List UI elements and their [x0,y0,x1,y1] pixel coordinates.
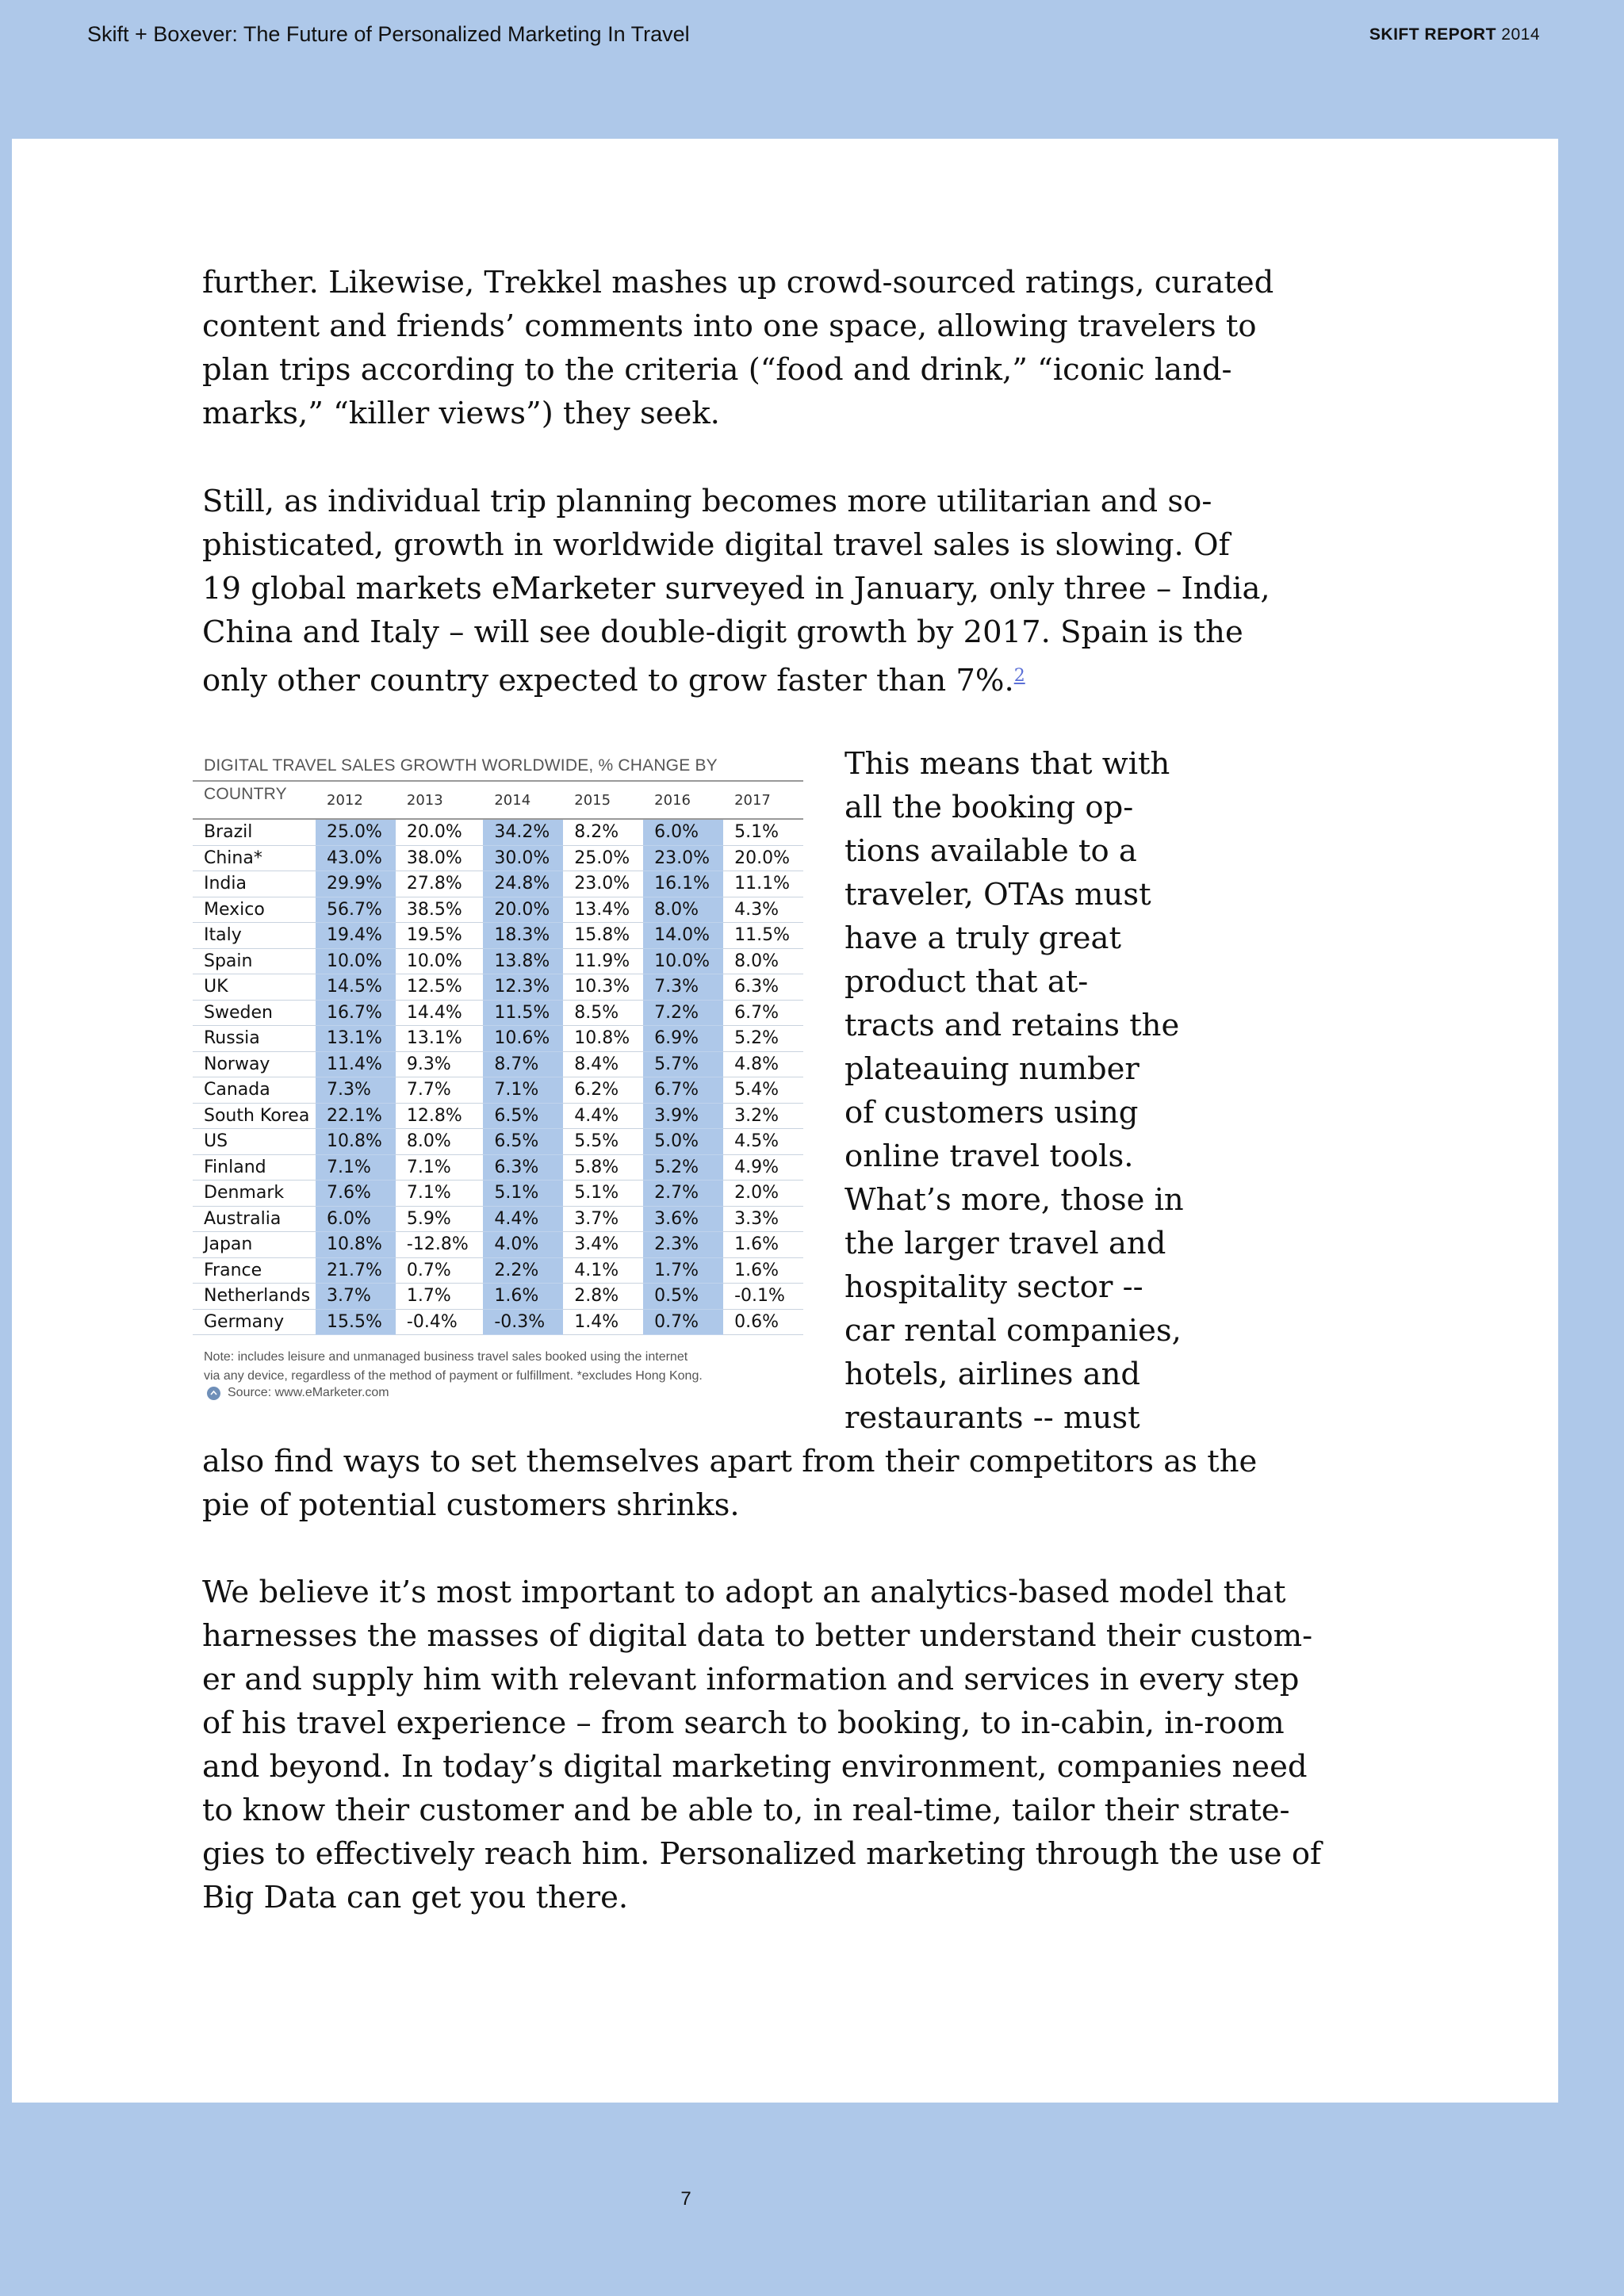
country-cell: Australia [193,1206,316,1232]
value-cell: 7.6% [316,1181,396,1207]
value-cell: 12.8% [396,1103,483,1129]
table-row [193,1284,803,1310]
table-row [193,974,803,1001]
value-cell: -0.1% [723,1284,803,1310]
text-line: content and friends’ comments into one space, allowing travelers to [202,308,1257,344]
value-cell: 11.4% [316,1051,396,1077]
table-row [193,1051,803,1077]
value-cell: 6.2% [563,1077,643,1104]
text-line: 19 global markets eMarketer surveyed in January, only three – India, [202,571,1270,607]
value-cell: 10.6% [483,1026,563,1052]
year-header-2013: 2013 [396,782,483,819]
value-cell: 19.5% [396,923,483,949]
country-cell: Norway [193,1051,316,1077]
value-cell: 15.5% [316,1309,396,1335]
value-cell: 0.7% [396,1257,483,1284]
text-line: plan trips according to the criteria (“food and drink,” “iconic land- [202,352,1232,388]
value-cell: 12.3% [483,974,563,1001]
value-cell: 6.9% [643,1026,723,1052]
text-line: pie of potential customers shrinks. [202,1487,740,1523]
value-cell: 11.5% [483,1000,563,1026]
country-cell: Italy [193,923,316,949]
value-cell: 5.4% [723,1077,803,1104]
report-year: 2014 [1501,25,1540,44]
value-cell: 4.0% [483,1232,563,1258]
table-row [193,1154,803,1181]
value-cell: 8.2% [563,819,643,845]
country-cell: Japan [193,1232,316,1258]
value-cell: 27.8% [396,871,483,897]
value-cell: 18.3% [483,923,563,949]
text-line: only other country expected to grow faster than 7%. [202,663,1014,698]
text-line: to know their customer and be able to, in real-time, tailor their strate- [202,1793,1290,1828]
table-note [193,1348,803,1386]
paragraph-growth-slowing [202,480,1270,702]
country-cell: Spain [193,948,316,974]
text-line: harnesses the masses of digital data to better understand their custom- [202,1618,1313,1654]
value-cell: 16.7% [316,1000,396,1026]
value-cell: 4.1% [563,1257,643,1284]
text-line: also find ways to set themselves apart from their competitors as the [202,1444,1258,1479]
year-header-2017: 2017 [723,782,803,819]
value-cell: 38.5% [396,897,483,923]
value-cell: 3.3% [723,1206,803,1232]
text-line: Still, as individual trip planning becomes more utilitarian and so- [202,484,1212,519]
text-line: further. Likewise, Trekkel mashes up crowd-sourced ratings, curated [202,265,1274,300]
value-cell: 23.0% [563,871,643,897]
value-cell: 29.9% [316,871,396,897]
text-line: phisticated, growth in worldwide digital travel sales is slowing. Of [202,527,1230,563]
value-cell: 5.7% [643,1051,723,1077]
growth-table [193,782,803,1335]
value-cell: 24.8% [483,871,563,897]
value-cell: 10.0% [316,948,396,974]
value-cell: 8.5% [563,1000,643,1026]
table-row [193,1077,803,1104]
table-title: DIGITAL TRAVEL SALES GROWTH WORLDWIDE, % CHANGE BY COUNTRY [193,752,803,782]
value-cell: 6.5% [483,1129,563,1155]
table-row [193,1129,803,1155]
table-row [193,1026,803,1052]
table-row [193,1103,803,1129]
text-line: all the booking op- [845,790,1134,825]
value-cell: 5.2% [723,1026,803,1052]
text-line: hospitality sector -- [845,1269,1143,1305]
value-cell: 9.3% [396,1051,483,1077]
value-cell: 25.0% [563,845,643,871]
country-cell: Germany [193,1309,316,1335]
country-cell: India [193,871,316,897]
value-cell: 7.1% [316,1154,396,1181]
value-cell: 7.1% [396,1154,483,1181]
country-cell: South Korea [193,1103,316,1129]
value-cell: 43.0% [316,845,396,871]
country-cell: Canada [193,1077,316,1104]
value-cell: 4.4% [483,1206,563,1232]
value-cell: 22.1% [316,1103,396,1129]
value-cell: 20.0% [396,819,483,845]
value-cell: 4.4% [563,1103,643,1129]
value-cell: 11.5% [723,923,803,949]
paragraph-trekkel [202,261,1274,435]
table-row [193,1181,803,1207]
text-line: car rental companies, [845,1313,1182,1349]
text-line: We believe it’s most important to adopt an analytics-based model that [202,1575,1286,1610]
value-cell: 13.8% [483,948,563,974]
value-cell: 11.1% [723,871,803,897]
value-cell: 2.2% [483,1257,563,1284]
value-cell: 3.9% [643,1103,723,1129]
value-cell: 7.1% [483,1077,563,1104]
value-cell: 10.8% [316,1129,396,1155]
country-cell: UK [193,974,316,1001]
table-row [193,1232,803,1258]
value-cell: 30.0% [483,845,563,871]
value-cell: 8.4% [563,1051,643,1077]
value-cell: 1.6% [723,1257,803,1284]
text-line: Big Data can get you there. [202,1880,629,1915]
table-row [193,1257,803,1284]
country-cell: Finland [193,1154,316,1181]
value-cell: 13.1% [316,1026,396,1052]
country-cell: Netherlands [193,1284,316,1310]
text-line: hotels, airlines and [845,1357,1141,1392]
table-row [193,1206,803,1232]
footnote-link[interactable]: 2 [1013,666,1025,686]
paragraph-growth-lines [202,484,1270,698]
year-header-2015: 2015 [563,782,643,819]
table-body [193,819,803,1335]
value-cell: 10.8% [563,1026,643,1052]
value-cell: 6.0% [316,1206,396,1232]
value-cell: -0.3% [483,1309,563,1335]
text-line: via any device, regardless of the method of payment or fulfillment. *excludes Hong Kong. [204,1369,703,1383]
value-cell: 2.3% [643,1232,723,1258]
text-line: restaurants -- must [845,1400,1140,1436]
value-cell: 5.1% [483,1181,563,1207]
value-cell: 5.1% [723,819,803,845]
value-cell: 7.3% [643,974,723,1001]
value-cell: 2.7% [643,1181,723,1207]
country-cell: Mexico [193,897,316,923]
value-cell: 34.2% [483,819,563,845]
value-cell: 2.8% [563,1284,643,1310]
value-cell: 14.0% [643,923,723,949]
country-cell: China* [193,845,316,871]
year-header-2012: 2012 [316,782,396,819]
text-line: China and Italy – will see double-digit growth by 2017. Spain is the [202,614,1243,650]
text-line: er and supply him with relevant information and services in every step [202,1662,1300,1697]
text-line: marks,” “killer views”) they seek. [202,396,720,431]
value-cell: 3.7% [316,1284,396,1310]
value-cell: 3.2% [723,1103,803,1129]
growth-table-block [193,752,803,1400]
value-cell: 10.0% [396,948,483,974]
value-cell: 10.3% [563,974,643,1001]
value-cell: 5.8% [563,1154,643,1181]
value-cell: 10.8% [316,1232,396,1258]
country-cell: Denmark [193,1181,316,1207]
value-cell: 0.6% [723,1309,803,1335]
value-cell: 5.0% [643,1129,723,1155]
value-cell: 5.5% [563,1129,643,1155]
value-cell: 8.7% [483,1051,563,1077]
document-header-title: Skift + Boxever: The Future of Personalized Marketing In Travel [87,22,690,46]
value-cell: 4.9% [723,1154,803,1181]
text-line: online travel tools. [845,1138,1134,1174]
value-cell: 5.2% [643,1154,723,1181]
value-cell: -0.4% [396,1309,483,1335]
table-row [193,845,803,871]
value-cell: 3.6% [643,1206,723,1232]
value-cell: 1.7% [643,1257,723,1284]
table-row [193,819,803,845]
value-cell: 15.8% [563,923,643,949]
text-line: tions available to a [845,833,1137,869]
table-row [193,1309,803,1335]
value-cell: 21.7% [316,1257,396,1284]
value-cell: 14.4% [396,1000,483,1026]
value-cell: 1.6% [723,1232,803,1258]
value-cell: 1.6% [483,1284,563,1310]
text-line: of customers using [845,1095,1139,1131]
value-cell: 14.5% [316,974,396,1001]
value-cell: 8.0% [396,1129,483,1155]
country-cell: Brazil [193,819,316,845]
value-cell: 12.5% [396,974,483,1001]
value-cell: 6.5% [483,1103,563,1129]
text-line: gies to effectively reach him. Personalized marketing through the use of [202,1836,1322,1872]
text-line: and beyond. In today’s digital marketing environment, companies need [202,1749,1308,1785]
value-cell: 38.0% [396,845,483,871]
value-cell: 1.7% [396,1284,483,1310]
year-header-2016: 2016 [643,782,723,819]
value-cell: 5.9% [396,1206,483,1232]
value-cell: 7.2% [643,1000,723,1026]
source-text: Source: www.eMarketer.com [228,1386,389,1399]
value-cell: 8.0% [643,897,723,923]
country-cell: US [193,1129,316,1155]
report-label [1369,25,1540,44]
text-line: traveler, OTAs must [845,877,1151,913]
report-brand: SKIFT REPORT [1369,25,1496,44]
value-cell: 20.0% [483,897,563,923]
text-line: What’s more, those in [845,1182,1184,1218]
value-cell: -12.8% [396,1232,483,1258]
value-cell: 13.4% [563,897,643,923]
value-cell: 7.1% [396,1181,483,1207]
emarketer-logo-icon [207,1387,220,1400]
value-cell: 6.0% [643,819,723,845]
value-cell: 6.7% [643,1077,723,1104]
table-source [193,1386,803,1400]
text-line: product that at- [845,964,1089,1000]
value-cell: 4.5% [723,1129,803,1155]
text-line: This means that with [845,746,1170,782]
value-cell: 7.7% [396,1077,483,1104]
value-cell: 4.3% [723,897,803,923]
text-line: plateauing number [845,1051,1139,1087]
value-cell: 20.0% [723,845,803,871]
text-line: the larger travel and [845,1226,1166,1261]
page-number: 7 [680,2188,691,2210]
value-cell: 16.1% [643,871,723,897]
value-cell: 0.5% [643,1284,723,1310]
value-cell: 3.4% [563,1232,643,1258]
country-cell: Sweden [193,1000,316,1026]
table-row [193,948,803,974]
table-row [193,1000,803,1026]
paragraph-competitors [202,1440,1257,1527]
value-cell: 5.1% [563,1181,643,1207]
value-cell: 6.3% [483,1154,563,1181]
value-cell: 56.7% [316,897,396,923]
text-line: tracts and retains the [845,1008,1180,1043]
value-cell: 13.1% [396,1026,483,1052]
value-cell: 19.4% [316,923,396,949]
paragraph-ota-column [845,742,1184,1440]
table-row [193,923,803,949]
table-row [193,871,803,897]
value-cell: 4.8% [723,1051,803,1077]
value-cell: 6.7% [723,1000,803,1026]
value-cell: 2.0% [723,1181,803,1207]
value-cell: 10.0% [643,948,723,974]
value-cell: 7.3% [316,1077,396,1104]
value-cell: 23.0% [643,845,723,871]
text-line: have a truly great [845,920,1121,956]
country-cell: France [193,1257,316,1284]
value-cell: 6.3% [723,974,803,1001]
table-row [193,897,803,923]
text-line: Note: includes leisure and unmanaged business travel sales booked using the internet [204,1350,688,1364]
value-cell: 8.0% [723,948,803,974]
country-cell: Russia [193,1026,316,1052]
value-cell: 0.7% [643,1309,723,1335]
value-cell: 3.7% [563,1206,643,1232]
year-header-2014: 2014 [483,782,563,819]
value-cell: 25.0% [316,819,396,845]
value-cell: 11.9% [563,948,643,974]
value-cell: 1.4% [563,1309,643,1335]
paragraph-analytics [202,1571,1321,1919]
text-line: of his travel experience – from search to booking, to in-cabin, in-room [202,1705,1285,1741]
